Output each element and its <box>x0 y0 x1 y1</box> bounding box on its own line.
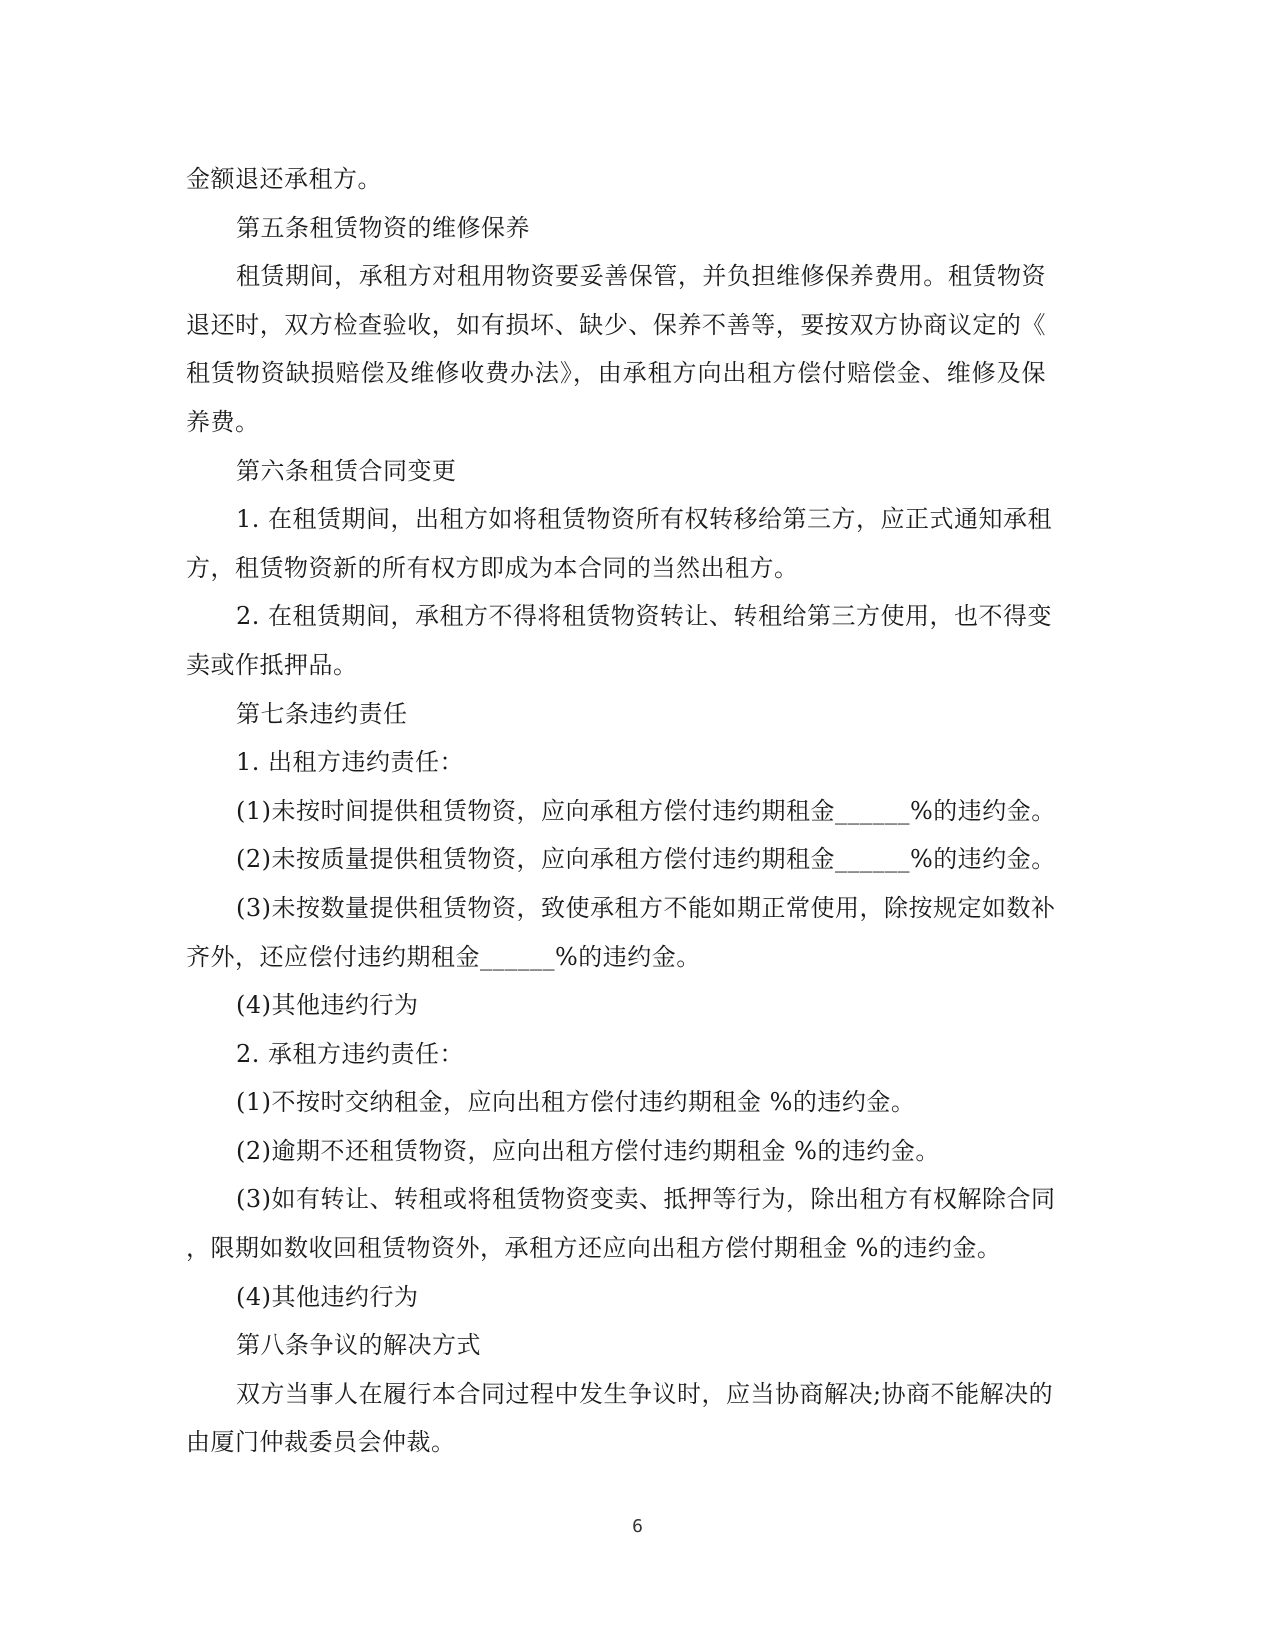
text-line: 卖或作抵押品。 <box>186 650 358 679</box>
text-line: 养费。 <box>186 407 260 436</box>
text-line: 齐外，还应偿付违约期租金______%的违约金。 <box>186 942 701 971</box>
text-line: (4)其他违约行为 <box>236 1282 419 1311</box>
text-line: 由厦门仲裁委员会仲裁。 <box>186 1428 456 1457</box>
text-line: 第六条租赁合同变更 <box>236 456 457 485</box>
page-number: 6 <box>632 1516 643 1537</box>
text-line: (2)未按质量提供租赁物资，应向承租方偿付违约期租金______%的违约金。 <box>236 845 1056 874</box>
text-line: 2. 在租赁期间，承租方不得将租赁物资转让、转租给第三方使用，也不得变 <box>236 602 1053 631</box>
text-line: (1)不按时交纳租金，应向出租方偿付违约期租金 %的违约金。 <box>236 1088 916 1117</box>
text-line: 第五条租赁物资的维修保养 <box>236 213 530 242</box>
contract-body-text <box>186 155 1056 1467</box>
text-line: 第八条争议的解决方式 <box>236 1331 481 1360</box>
text-line: 方，租赁物资新的所有权方即成为本合同的当然出租方。 <box>186 553 799 582</box>
text-line: 租赁期间，承租方对租用物资要妥善保管，并负担维修保养费用。租赁物资 <box>236 262 1046 291</box>
text-line: 1. 在租赁期间，出租方如将租赁物资所有权转移给第三方，应正式通知承租 <box>236 505 1053 534</box>
text-line: (1)未按时间提供租赁物资，应向承租方偿付违约期租金______%的违约金。 <box>236 796 1056 825</box>
text-line: (2)逾期不还租赁物资，应向出租方偿付违约期租金 %的违约金。 <box>236 1136 940 1165</box>
text-line: (4)其他违约行为 <box>236 991 419 1020</box>
text-line: 金额退还承租方。 <box>186 165 382 193</box>
text-line: 第七条违约责任 <box>236 699 408 728</box>
text-line: 1. 出租方违约责任： <box>236 748 465 777</box>
text-line: (3)未按数量提供租赁物资，致使承租方不能如期正常使用，除按规定如数补 <box>236 893 1056 922</box>
text-line: ，限期如数收回租赁物资外，承租方还应向出租方偿付期租金 %的违约金。 <box>186 1234 1002 1263</box>
text-line: 2. 承租方违约责任： <box>236 1039 465 1068</box>
text-line: (3)如有转让、转租或将租赁物资变卖、抵押等行为，除出租方有权解除合同 <box>236 1185 1056 1214</box>
text-line: 双方当事人在履行本合同过程中发生争议时，应当协商解决;协商不能解决的 <box>236 1379 1054 1408</box>
text-line: 租赁物资缺损赔偿及维修收费办法》，由承租方向出租方偿付赔偿金、维修及保 <box>186 359 1046 388</box>
text-line: 退还时，双方检查验收，如有损坏、缺少、保养不善等，要按双方协商议定的《 <box>186 310 1046 339</box>
